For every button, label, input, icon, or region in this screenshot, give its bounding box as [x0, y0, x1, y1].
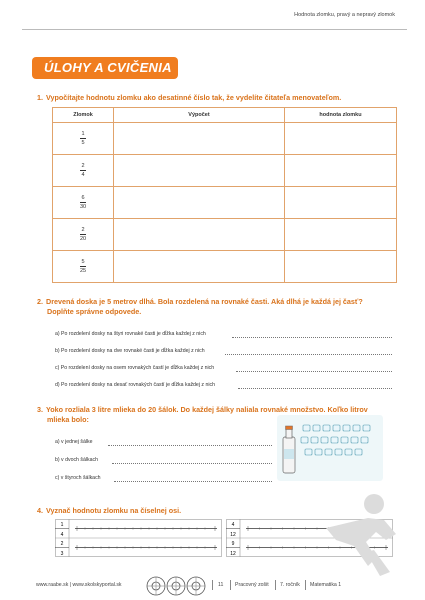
- fraction-cell: [53, 123, 114, 155]
- page-header: [0, 0, 425, 30]
- calculation-cell[interactable]: [114, 219, 285, 251]
- value-cell[interactable]: [285, 187, 397, 219]
- question-4-number: 4.: [37, 506, 43, 515]
- question-2-text: Drevená doska je 5 metrov dlhá. Bola rozdelená na rovnaké časti. Aká dlhá je každá jej časť?: [46, 297, 363, 306]
- section-banner-label: ÚLOHY A CVIČENIA: [44, 60, 172, 75]
- calculation-cell[interactable]: [114, 123, 285, 155]
- denominator: 25: [79, 268, 87, 274]
- question-1: [37, 93, 341, 103]
- col-header-calculation: Výpočet: [114, 108, 285, 123]
- question-3-item-c: c) v štyroch šálkach: [55, 475, 101, 481]
- question-2-item-c: c) Po rozdelení dosky na osem rovnakých častí je dĺžka každej z nich: [55, 365, 215, 371]
- calculation-cell[interactable]: [114, 251, 285, 283]
- numerator: 2: [81, 163, 85, 169]
- question-1-number: 1.: [37, 93, 43, 102]
- answer-line-2b[interactable]: [225, 354, 392, 355]
- question-3-continuation: mlieka bolo:: [47, 415, 89, 424]
- nl-left-1-num: 1: [60, 522, 64, 528]
- table-row: [53, 187, 397, 219]
- denominator: 4: [81, 172, 85, 178]
- numerator: 1: [81, 131, 85, 137]
- page-footer: [0, 575, 425, 600]
- nl-right-1-den: 12: [230, 532, 236, 538]
- footer-subject: Matematika 1: [310, 582, 342, 588]
- numerator: 2: [81, 227, 85, 233]
- question-4: [37, 506, 181, 516]
- nl-right-2-num: 9: [231, 541, 235, 547]
- calculation-cell[interactable]: [114, 155, 285, 187]
- value-cell[interactable]: [285, 251, 397, 283]
- table-row: [53, 219, 397, 251]
- fraction: [80, 131, 85, 146]
- denominator: 5: [81, 140, 85, 146]
- question-3-item-b: b) v dvoch šálkach: [55, 457, 98, 463]
- page-number: 11: [218, 582, 224, 588]
- nl-left-1-den: 4: [60, 532, 64, 538]
- table-row: [53, 123, 397, 155]
- decorative-figure: [318, 490, 400, 580]
- answer-line-2c[interactable]: [236, 371, 392, 372]
- answer-line-3c[interactable]: [114, 481, 272, 482]
- question-3-text: Yoko rozliala 3 litre mlieka do 20 šálok. Do každej šálky naliala rovnaké množstvo. Koľko litrov: [46, 405, 368, 414]
- number-line-box-left: [55, 519, 222, 557]
- fraction: [80, 195, 86, 210]
- wheels-illustration: [146, 575, 206, 597]
- footer-grade: 7. ročník: [280, 582, 300, 588]
- question-2-instruction: Doplňte správne odpovede.: [47, 307, 142, 316]
- col-header-value: hodnota zlomku: [285, 108, 397, 123]
- milk-cups-illustration: [277, 415, 383, 481]
- nl-right-2-den: 12: [230, 551, 236, 557]
- nl-left-2-den: 3: [60, 551, 64, 557]
- footer-links: www.raabe.sk | www.skolskyportal.sk: [36, 582, 122, 588]
- question-2-item-a: a) Po rozdelení dosky na štyri rovnaké časti je dĺžka každej z nich: [55, 331, 206, 337]
- fraction-cell: [53, 251, 114, 283]
- nl-right-1-num: 4: [231, 522, 235, 528]
- answer-line-3b[interactable]: [112, 463, 272, 464]
- answer-line-3a[interactable]: [108, 445, 272, 446]
- question-4-text: Vyznač hodnotu zlomku na číselnej osi.: [46, 506, 182, 515]
- fraction: [80, 227, 86, 242]
- answer-line-2a[interactable]: [232, 337, 392, 338]
- header-title: Hodnota zlomku, pravý a nepravý zlomok: [294, 12, 395, 18]
- col-header-fraction: Zlomok: [53, 108, 114, 123]
- answer-line-2d[interactable]: [238, 388, 392, 389]
- numerator: 5: [81, 259, 85, 265]
- table-row: [53, 251, 397, 283]
- fraction-cell: [53, 219, 114, 251]
- fraction: [80, 163, 85, 178]
- fraction-cell: [53, 187, 114, 219]
- header-divider: [22, 29, 407, 30]
- fraction-table: [52, 107, 397, 283]
- calculation-cell[interactable]: [114, 187, 285, 219]
- value-cell[interactable]: [285, 123, 397, 155]
- nl-left-2-num: 2: [60, 541, 64, 547]
- numerator: 6: [81, 195, 85, 201]
- fraction: [80, 259, 86, 274]
- value-cell[interactable]: [285, 155, 397, 187]
- question-3-number: 3.: [37, 405, 43, 414]
- question-1-text: Vypočítajte hodnotu zlomku ako desatinné číslo tak, že vydelíte čitateľa menovateľom.: [46, 93, 342, 102]
- denominator: 20: [79, 236, 87, 242]
- question-2-item-b: b) Po rozdelení dosky na dve rovnaké časti je dĺžka každej z nich: [55, 348, 205, 354]
- footer-workbook: Pracovný zošit: [235, 582, 269, 588]
- value-cell[interactable]: [285, 219, 397, 251]
- question-2-number: 2.: [37, 297, 43, 306]
- table-row: [53, 155, 397, 187]
- section-banner: [32, 57, 178, 79]
- denominator: 30: [79, 204, 87, 210]
- question-3-item-a: a) v jednej šálke: [55, 439, 93, 445]
- question-2: [37, 297, 363, 317]
- question-2-item-d: d) Po rozdelení dosky na desať rovnakých častí je dĺžka každej z nich: [55, 382, 215, 388]
- fraction-cell: [53, 155, 114, 187]
